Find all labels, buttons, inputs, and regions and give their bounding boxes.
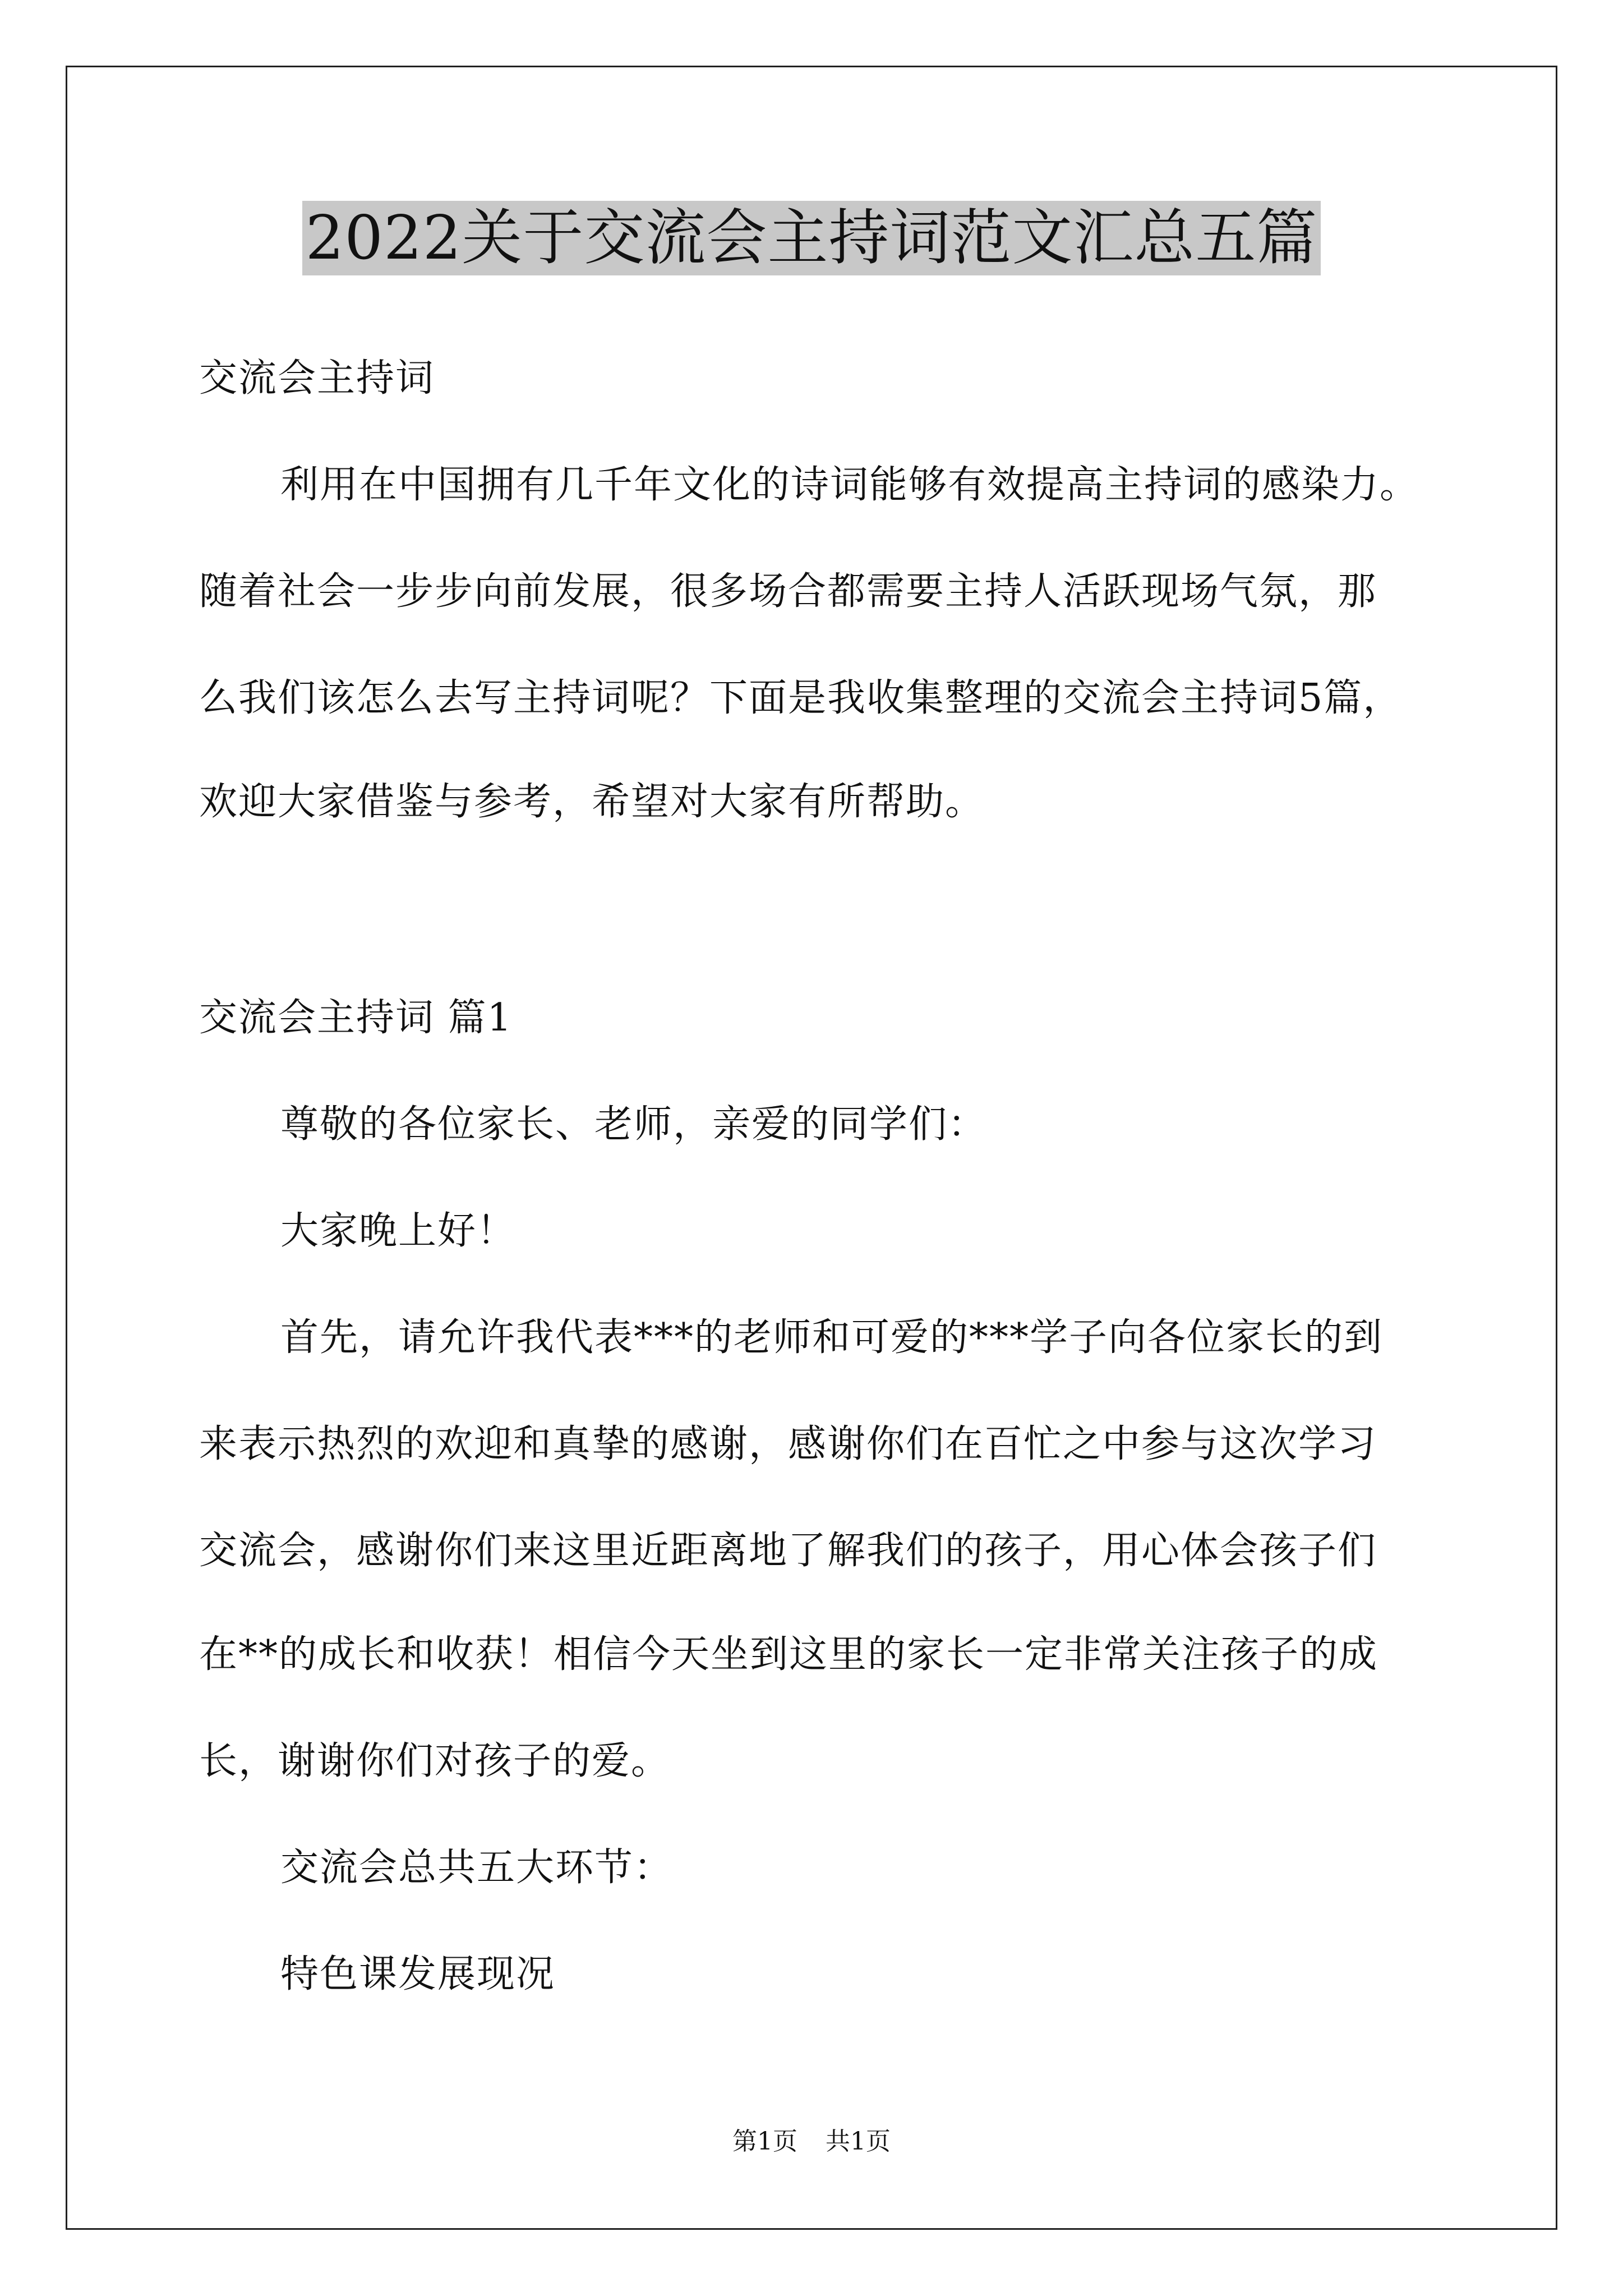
- agenda-intro: 交流会总共五大环节：: [280, 1846, 674, 1890]
- welcome-paragraph-line-4: 在**的成长和收获！相信今天坐到这里的家长一定非常关注孩子的成: [199, 1632, 1378, 1677]
- agenda-item-1: 特色课发展现况: [280, 1952, 556, 1996]
- page-number: 第1页: [732, 2127, 797, 2156]
- document-title: [0, 202, 1623, 275]
- page-footer: [0, 2125, 1623, 2159]
- section-heading-part-1: 交流会主持词 篇1: [199, 996, 513, 1040]
- welcome-paragraph-line-5: 长，谢谢你们对孩子的爱。: [199, 1739, 671, 1783]
- welcome-paragraph-line-2: 来表示热烈的欢迎和真挚的感谢，感谢你们在百忙之中参与这次学习: [199, 1422, 1377, 1466]
- intro-paragraph-line-1: 利用在中国拥有几千年文化的诗词能够有效提高主持词的感染力。: [280, 463, 1419, 507]
- total-pages: 共1页: [826, 2127, 891, 2156]
- intro-paragraph-line-4: 欢迎大家借鉴与参考，希望对大家有所帮助。: [199, 780, 985, 824]
- greeting-line: 尊敬的各位家长、老师，亲爱的同学们：: [280, 1102, 988, 1147]
- welcome-paragraph-line-3: 交流会，感谢你们来这里近距离地了解我们的孩子，用心体会孩子们: [199, 1529, 1377, 1573]
- title-text: 2022关于交流会主持词范文汇总五篇: [302, 201, 1321, 275]
- welcome-paragraph-line-1: 首先，请允许我代表***的老师和可爱的***学子向各位家长的到: [280, 1315, 1384, 1360]
- section-heading-intro: 交流会主持词: [199, 356, 435, 401]
- intro-paragraph-line-2: 随着社会一步步向前发展，很多场合都需要主持人活跃现场气氛，那: [199, 569, 1377, 614]
- evening-greeting: 大家晚上好！: [280, 1209, 517, 1253]
- intro-paragraph-line-3: 么我们该怎么去写主持词呢？下面是我收集整理的交流会主持词5篇，: [199, 676, 1403, 720]
